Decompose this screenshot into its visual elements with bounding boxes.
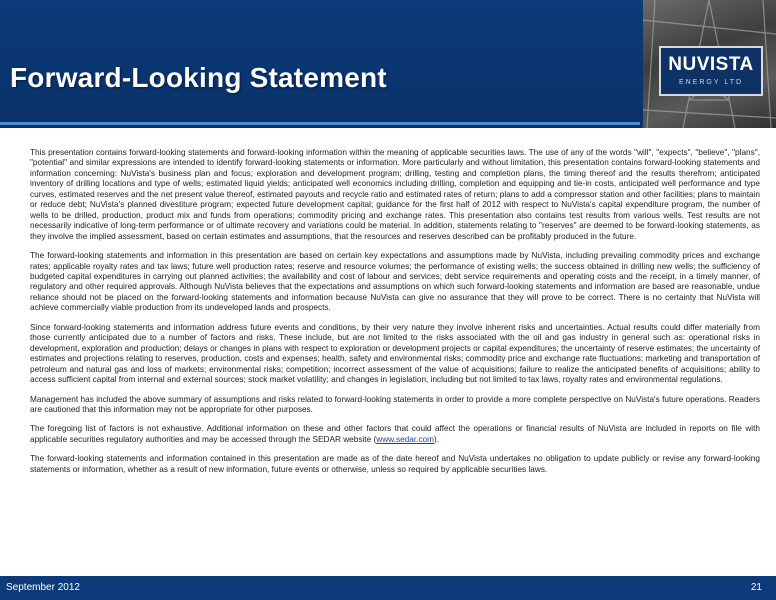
footer-date: September 2012 (6, 582, 80, 593)
sedar-link[interactable]: www.sedar.com (376, 434, 435, 444)
page-title: Forward-Looking Statement (10, 62, 387, 93)
paragraph-assumptions: The forward-looking statements and information in this presentation are based on certain key expectations and assumptions made by NuVista, including prevailing commodity prices and exchange rates; applicable royalty rates and tax laws; future well production rates; reserve and resource volumes; the performance of existing wells; the success obtained in drilling new wells; the sufficiency of budgeted capital expenditures in carrying out planned activities; the availability and cost of labour and services; debt service requirements and operating costs and the receipt, in a timely manner, of regulatory and other required approvals. Although NuVista believes that the expectations and assumptions on which such forward-looking statements and information are based are reasonable, undue reliance should not be placed on the forward-looking statements and information because NuVista can give no assurance that they will prove to be correct. There is no certainty that NuVista will achieve commercially viable production from its undeveloped lands and prospects. (30, 251, 760, 313)
company-logo (643, 0, 776, 128)
logo-plate (659, 46, 763, 96)
sedar-text-after: ). (434, 434, 440, 444)
paragraph-management: Management has included the above summary of assumptions and risks related to forward-looking statements in order to provide a more complete perspective on NuVista's future operations. Readers are cautioned that this information may not be appropriate for other purposes. (30, 394, 760, 414)
logo-subtitle: ENERGY LTD (678, 79, 744, 86)
sedar-text-before: The foregoing list of factors is not exhaustive. Additional information on these and other factors that could affect the operations or financial results of NuVista are included in reports on file with applicable securities regulatory authorities and may be accessed through the SEDAR website ( (30, 424, 760, 444)
slide-header (0, 0, 776, 128)
paragraph-update: The forward-looking statements and information contained in this presentation are made as of the date hereof and NuVista undertakes no obligation to update publicly or revise any forward-looking statements or information, whether as a result of new information, future events or otherwise, unless so required by applicable securities laws. (30, 454, 760, 474)
slide-body (30, 148, 760, 484)
paragraph-sedar (30, 424, 760, 445)
paragraph-risks: Since forward-looking statements and information address future events and conditions, by their very nature they involve inherent risks and uncertainties. Actual results could differ materially from those currently anticipated due to a number of factors and risks. These include, but are not limited to the risks associated with the oil and gas industry in general such as: operational risks in development, exploration and production; delays or changes in plans with respect to exploration or development projects or capital expenditures; the uncertainty of reserve estimates; the uncertainty of estimates and projections relating to reserves, production, costs and expenses; health, safety and environmental risks; commodity price and exchange rate fluctuations; marketing and transportation of petroleum and natural gas and loss of markets; environmental risks; competition; incorrect assessment of the value of acquisitions; failure to realize the anticipated benefits of acquisitions; ability to access sufficient capital from internal and external sources; stock market volatility; and changes in legislation, including but not limited to tax laws, royalty rates and environmental regulations. (30, 322, 760, 385)
title-underline (0, 122, 640, 125)
paragraph-intro: This presentation contains forward-looking statements and forward-looking information within the meaning of applicable securities laws. The use of any of the words "will", "expects", "believe", "plans", "potential" and similar expressions are intended to identify forward-looking statements or information. More particularly and without limitation, this presentation contains forward-looking statements and information concerning: NuVista's business plan and focus; exploration and development program; drilling, testing and completion plans, the timing thereof and the results therefrom; anticipated inventory of drilling locations and type of wells; estimated liquid yields; anticipated well economics including drilling, completion and equipping and tie-in costs, anticipated well performance and type curves, estimated reserves and the net present value thereof, estimated payouts and recycle ratio and estimated rates of return; plans to add a compressor station and other facilities; plans to maintain or reduce debt; NuVista's planned divestiture program; expected future development capital; guidance for the first half of 2012 with respect to NuVista's capital expenditure program, the number of wells to be drilled, production, product mix and funds from operations; commodity pricing and exchange rates. This presentation also contains test results from various wells. Test results are not necessarily indicative of long-term performance or of ultimate recovery and variations could be material. In addition, statements relating to "reserves" are deemed to be forward-looking statements, as they involve the implied assessment, based on certain estimates and assumptions, that the resources and reserves described can be profitably produced in the future. (30, 148, 760, 241)
logo-wordmark: NUVISTA (668, 54, 754, 75)
slide-footer (0, 576, 776, 600)
page-number: 21 (750, 582, 762, 593)
